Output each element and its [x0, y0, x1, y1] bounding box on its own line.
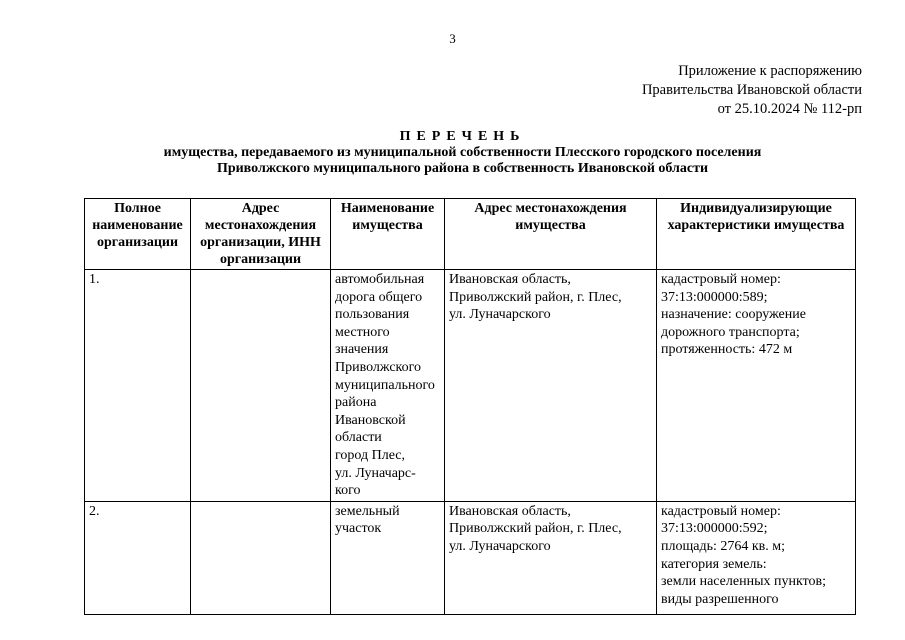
cell-org-address [191, 501, 331, 614]
appendix-header [642, 62, 862, 119]
table-header-row [85, 199, 856, 270]
header-characteristics: Индивидуализирующие характеристики имущества [657, 199, 856, 270]
table-row [85, 270, 856, 502]
cell-property-address: Ивановская область, Приволжский район, г. Плес, ул. Луначарского [445, 501, 657, 614]
cell-characteristics: кадастровый номер: 37:13:000000:592; площадь: 2764 кв. м; категория земель: земли населенных пунктов; виды разрешенного [657, 501, 856, 614]
page-number: 3 [449, 31, 456, 46]
title-line-2: Приволжского муниципального района в собственность Ивановской области [216, 161, 709, 176]
document-title [0, 129, 905, 177]
title-line-1: имущества, передаваемого из муниципальной собственности Плесского городского поселения [163, 145, 762, 160]
cell-characteristics: кадастровый номер: 37:13:000000:589; назначение: сооружение дорожного транспорта; протяженность: 472 м [657, 270, 856, 502]
cell-org-address [191, 270, 331, 502]
header-property-address: Адрес местонахождения имущества [445, 199, 657, 270]
table-row [85, 501, 856, 614]
header-org-address: Адрес местонахождения организации, ИНН организации [191, 199, 331, 270]
title-main: ПЕРЕЧЕНЬ [399, 129, 526, 144]
cell-number: 2. [85, 501, 191, 614]
cell-property-name: земельный участок [331, 501, 445, 614]
header-property-name: Наименование имущества [331, 199, 445, 270]
appendix-line-2: Правительства Ивановской области [641, 82, 862, 98]
appendix-line-3: от 25.10.2024 № 112-рп [717, 101, 862, 117]
cell-number: 1. [85, 270, 191, 502]
cell-property-name: автомобильная дорога общего пользования местного значения Приволжского муниципального района Ивановской области город Плес, ул. Луначарс- кого [331, 270, 445, 502]
appendix-line-1: Приложение к распоряжению [678, 63, 862, 79]
property-table [84, 198, 856, 615]
header-org-name: Полное наименование организации [85, 199, 191, 270]
cell-property-address: Ивановская область, Приволжский район, г. Плес, ул. Луначарского [445, 270, 657, 502]
